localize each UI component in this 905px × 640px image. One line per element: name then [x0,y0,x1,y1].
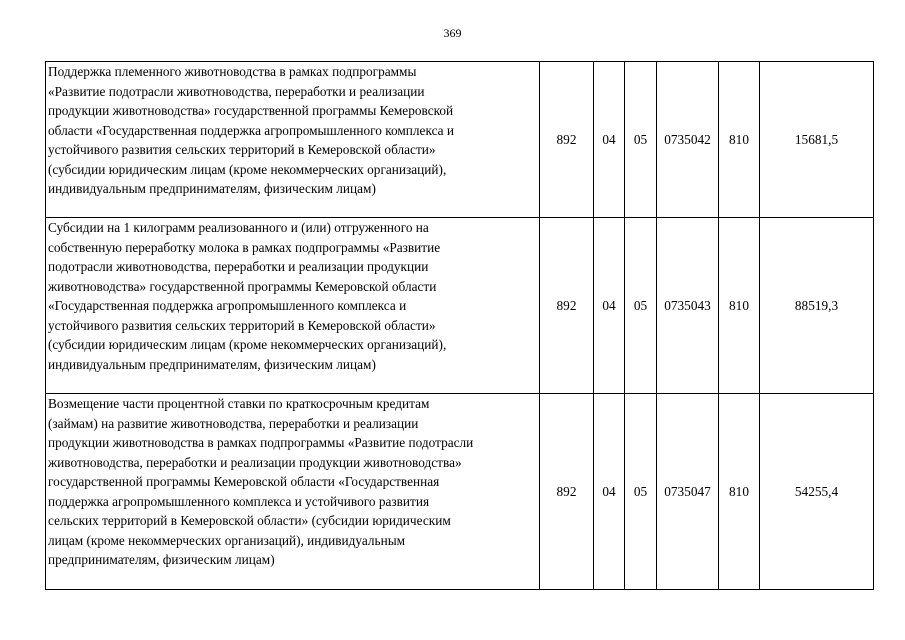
description-line: предпринимателям, физическим лицам) [48,552,275,567]
expense-type-cell: 810 [719,218,760,394]
target-article-cell: 0735042 [657,62,719,218]
page-number: 369 [443,26,462,40]
subsection-code-cell: 05 [625,218,657,394]
row-description [46,394,540,590]
expense-type-cell: 810 [719,62,760,218]
description-line: устойчивого развития сельских территорий в Кемеровской области» [48,317,436,333]
amount-cell: 88519,3 [760,218,874,394]
description-line: (займам) на развитие животноводства, переработки и реализации [48,415,419,431]
budget-table [45,61,874,590]
table-row [46,62,874,218]
description-line: государственной программы Кемеровской области «Государственная [48,474,440,489]
description-line: (субсидии юридическим лицам (кроме некоммерческих организаций), [48,161,447,177]
subsection-code-cell: 05 [625,394,657,590]
description-line: индивидуальным предпринимателям, физическим лицам) [48,356,376,372]
target-article-cell: 0735043 [657,218,719,394]
amount-cell: 54255,4 [760,394,874,590]
description-line: Возмещение части процентной ставки по краткосрочным кредитам [48,396,430,411]
ministry-code-cell: 892 [540,394,594,590]
description-line: животноводства» государственной программы Кемеровской области [48,278,437,294]
description-line: собственную переработку молока в рамках подпрограммы «Развитие [48,239,441,255]
description-line: (субсидии юридическим лицам (кроме некоммерческих организаций), [48,337,447,352]
subsection-code-cell: 05 [625,62,657,218]
description-line: «Развитие подотрасли животноводства, переработки и реализации [48,83,425,99]
description-line: животноводства, переработки и реализации продукции животноводства» [48,454,462,470]
row-description [46,218,540,394]
row-description [46,62,540,218]
section-code-cell: 04 [594,394,625,590]
ministry-code-cell: 892 [540,218,594,394]
description-line: «Государственная поддержка агропромышленного комплекса и [48,298,407,313]
description-line: продукции животноводства в рамках подпрограммы «Развитие подотрасли [48,435,474,450]
description-line: продукции животноводства» государственной программы Кемеровской [48,103,454,118]
description-line: Поддержка племенного животноводства в рамках подпрограммы [48,64,417,79]
ministry-code-cell: 892 [540,62,594,218]
amount-cell: 15681,5 [760,62,874,218]
description-line: лицам (кроме некоммерческих организаций), индивидуальным [48,532,406,548]
description-line: поддержка агропромышленного комплекса и устойчивого развития [48,493,430,509]
description-line: Субсидии на 1 килограмм реализованного и (или) отгруженного на [48,220,429,235]
description-line: подотрасли животноводства, переработки и реализации продукции [48,259,429,274]
table-row [46,218,874,394]
description-line: сельских территорий в Кемеровской области» (субсидии юридическим [48,513,451,528]
description-line: устойчивого развития сельских территорий в Кемеровской области» [48,142,436,157]
description-line: индивидуальным предпринимателям, физическим лицам) [48,181,376,196]
target-article-cell: 0735047 [657,394,719,590]
table-row [46,394,874,590]
section-code-cell: 04 [594,62,625,218]
expense-type-cell: 810 [719,394,760,590]
description-line: области «Государственная поддержка агропромышленного комплекса и [48,122,454,138]
section-code-cell: 04 [594,218,625,394]
